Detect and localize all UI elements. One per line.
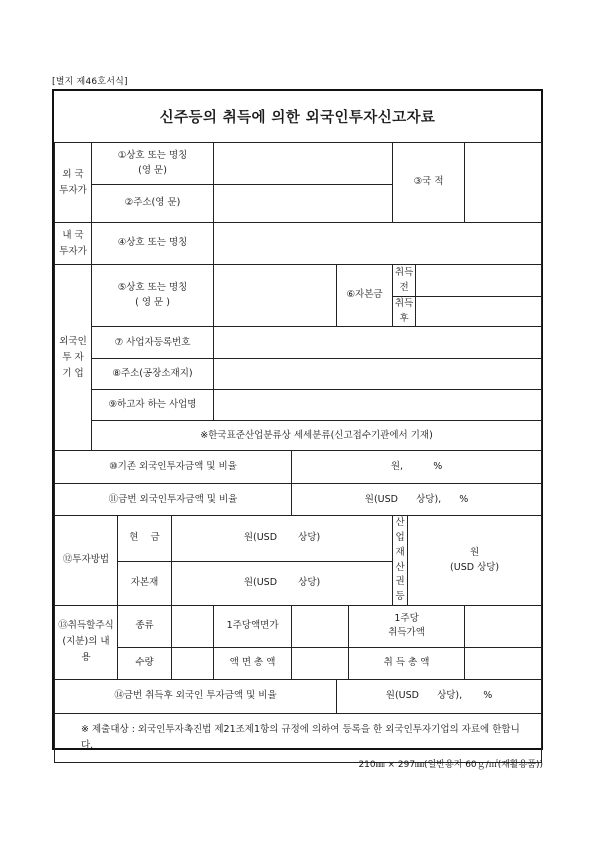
current-investment-value[interactable]: 원(USD 상당), %: [292, 484, 542, 516]
form-grid: [54, 142, 541, 763]
capital-before-label: 취득전: [393, 265, 416, 297]
company-name-field[interactable]: [214, 265, 337, 327]
cash-label: 현 금: [118, 516, 172, 561]
domestic-investor-section-label: [55, 223, 92, 265]
company-address-field[interactable]: [214, 359, 542, 390]
nationality-label: ③국 적: [393, 143, 465, 223]
total-price-label: 취 득 총 액: [349, 647, 465, 679]
par-per-share-field[interactable]: [292, 605, 349, 647]
company-section-label: [55, 265, 92, 451]
cash-value[interactable]: 원(USD 상당): [172, 516, 393, 561]
business-name-label: ⑨하고자 하는 사업명: [92, 390, 214, 421]
biz-reg-field[interactable]: [214, 327, 542, 359]
capital-after-field[interactable]: [416, 297, 542, 327]
domestic-investor-name-field[interactable]: [214, 223, 542, 265]
current-investment-label: ⑪금번 외국인투자금액 및 비율: [55, 484, 292, 516]
company-address-label: ⑧주소(공장소재지): [92, 359, 214, 390]
capital-before-field[interactable]: [416, 265, 542, 297]
domestic-investor-name-label: ④상호 또는 명칭: [92, 223, 214, 265]
quantity-field[interactable]: [172, 647, 214, 679]
total-par-label: 액 면 총 액: [214, 647, 292, 679]
company-name-label: ⑤상호 또는 명칭 ( 영 문 ): [92, 265, 214, 327]
investment-method-label: ⑫투자방법: [55, 516, 118, 605]
foreign-investor-address-field[interactable]: [214, 185, 393, 223]
post-investment-value[interactable]: 원(USD 상당), %: [337, 679, 542, 713]
submission-note: ※ 제출대상 : 외국인투자촉진법 제21조제1항의 규정에 의하여 등록을 한 외국인투자기업의 자료에 한합니다.: [55, 713, 542, 762]
total-price-field[interactable]: [465, 647, 542, 679]
ip-label: 산업재산 권등: [393, 516, 408, 605]
existing-investment-label: ⑩기존 외국인투자금액 및 비율: [55, 451, 292, 484]
par-per-share-label: 1주당액면가: [214, 605, 292, 647]
capital-after-label: 취득후: [393, 297, 416, 327]
foreign-investor-name-field[interactable]: [214, 143, 393, 185]
form-title: 신주등의 취득에 의한 외국인투자신고자료: [54, 91, 541, 143]
share-type-label: 종류: [118, 605, 172, 647]
nationality-field[interactable]: [465, 143, 542, 223]
domestic-investor-section-text: 내 국 투자가: [59, 229, 87, 257]
foreign-investor-address-label: ②주소(영 문): [92, 185, 214, 223]
post-investment-label: ⑭금번 취득후 외국인 투자금액 및 비율: [55, 679, 337, 713]
company-section-text: 외국인 투 자 기 업: [59, 336, 87, 379]
quantity-label: 수량: [118, 647, 172, 679]
foreign-investor-section-label: [55, 143, 92, 223]
business-name-field[interactable]: [214, 390, 542, 421]
report-form: [52, 89, 543, 750]
capital-goods-label: 자본재: [118, 561, 172, 605]
total-par-field[interactable]: [292, 647, 349, 679]
price-per-share-field[interactable]: [465, 605, 542, 647]
paper-spec: 210㎜ × 297㎜(일반용지 60ｇ/㎡(재활용품)): [358, 760, 543, 770]
share-type-field[interactable]: [172, 605, 214, 647]
foreign-investor-name-label: ①상호 또는 명칭 (영 문): [92, 143, 214, 185]
form-number: [별지 제46호서식]: [52, 77, 128, 87]
foreign-investor-section-text: 외 국 투자가: [59, 168, 87, 196]
shares-label: ⑬취득할주식 (지분)의 내 용: [55, 605, 118, 679]
price-per-share-label: 1주당 취득가액: [349, 605, 465, 647]
capital-label: ⑥자본금: [337, 265, 393, 327]
biz-reg-label: ⑦ 사업자등록번호: [92, 327, 214, 359]
capital-goods-value[interactable]: 원(USD 상당): [172, 561, 393, 605]
classification-note: ※한국표준산업분류상 세세분류(신고접수기관에서 기재): [92, 421, 542, 451]
ip-value[interactable]: 원 (USD 상당): [408, 516, 542, 605]
existing-investment-value[interactable]: 원, %: [292, 451, 542, 484]
